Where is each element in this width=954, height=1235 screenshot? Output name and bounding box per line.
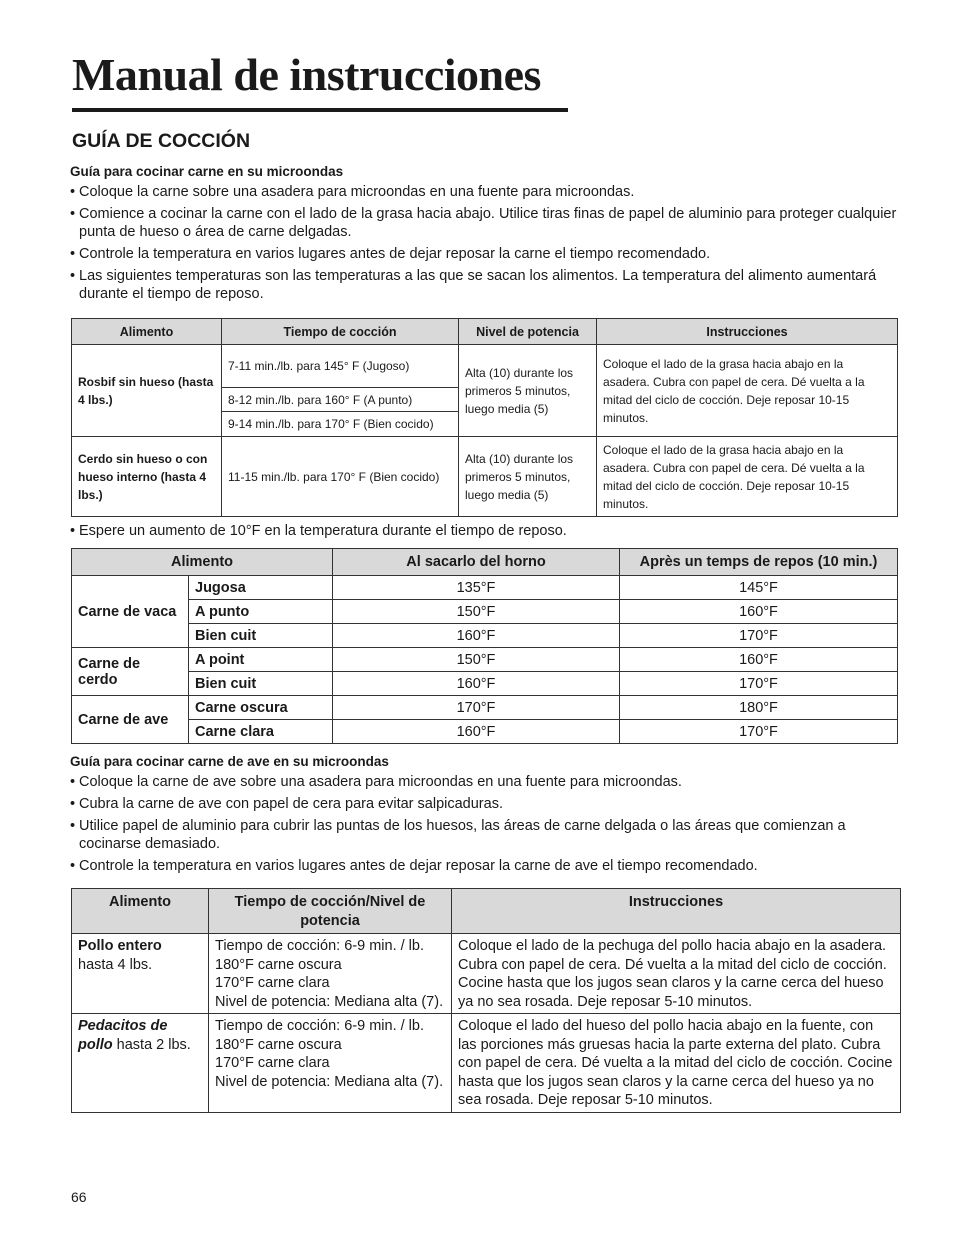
table-row: [72, 934, 901, 1014]
food-name: Pedacitos de pollo: [78, 1018, 168, 1053]
time-line: Nivel de potencia: Mediana alta (7).: [215, 993, 444, 1010]
list-item: • Controle la temperatura en varios lugares antes de dejar reposar la carne el tiempo recomendado.: [70, 245, 900, 263]
temp-after-cell: 170°F: [620, 720, 898, 744]
column-header: Alimento: [72, 319, 222, 345]
table-row: [72, 648, 898, 672]
table-header-row: [72, 889, 901, 934]
doneness-cell: A point: [189, 648, 333, 672]
list-item: • Controle la temperatura en varios lugares antes de dejar reposar la carne de ave el tiempo recomendado.: [70, 857, 900, 875]
power-cell: Alta (10) durante los primeros 5 minutos, luego media (5): [459, 345, 597, 437]
time-line: Tiempo de cocción: 6-9 min. / lb.: [215, 938, 424, 954]
time-cell: 9-14 min./lb. para 170° F (Bien cocido): [222, 412, 459, 437]
instructions-cell: Coloque el lado de la pechuga del pollo hacia abajo en la asadera. Cubra con papel de cera. Dé vuelta a la mitad del ciclo de cocción. Cocine hasta que los jugos sean claros y la carne cerca del hueso ya no sea rosada. Deje reposar 5-10 minutos.: [452, 934, 901, 1014]
table-row: [72, 696, 898, 720]
time-power-cell: [209, 934, 452, 1014]
time-line: 180°F carne oscura: [215, 956, 342, 973]
column-header: Tiempo de cocción: [222, 319, 459, 345]
temp-out-cell: 135°F: [333, 576, 620, 600]
temp-out-cell: 170°F: [333, 696, 620, 720]
table-row: [72, 345, 898, 388]
temp-out-cell: 150°F: [333, 600, 620, 624]
column-header: Al sacarlo del horno: [333, 549, 620, 576]
column-header: Instrucciones: [452, 889, 901, 934]
temp-out-cell: 160°F: [333, 720, 620, 744]
time-cell: 8-12 min./lb. para 160° F (A punto): [222, 388, 459, 412]
food-cell: Rosbif sin hueso (hasta 4 lbs.): [72, 345, 222, 437]
meat-bullets: [70, 183, 900, 303]
power-cell: Alta (10) durante los primeros 5 minutos, luego media (5): [459, 437, 597, 517]
column-header: Alimento: [72, 549, 333, 576]
table-row: [72, 672, 898, 696]
food-cell: [72, 1014, 209, 1113]
food-group-cell: Carne de ave: [72, 696, 189, 744]
temp-out-cell: 150°F: [333, 648, 620, 672]
time-line: 180°F carne oscura: [215, 1036, 342, 1053]
table-header-row: [72, 319, 898, 345]
column-header: Instrucciones: [597, 319, 898, 345]
meat-cooking-table: [71, 318, 898, 517]
time-power-cell: [209, 1014, 452, 1113]
food-cell: Cerdo sin hueso o con hueso interno (hasta 4 lbs.): [72, 437, 222, 517]
table-header-row: [72, 549, 898, 576]
list-item: • Utilice papel de aluminio para cubrir las puntas de los huesos, las áreas de carne delgada o las áreas que comienzan a cocinarse demasiado.: [70, 817, 900, 853]
doneness-cell: Carne clara: [189, 720, 333, 744]
temp-out-cell: 160°F: [333, 624, 620, 648]
poultry-guide: [70, 754, 900, 875]
instructions-cell: Coloque el lado de la grasa hacia abajo en la asadera. Cubra con papel de cera. Dé vuelta a la mitad del ciclo de cocción. Deje reposar 10-15 minutos.: [597, 437, 898, 517]
table-row: [72, 576, 898, 600]
column-header: Après un temps de repos (10 min.): [620, 549, 898, 576]
meat-note: [70, 518, 900, 540]
page-title: Manual de instrucciones: [72, 49, 541, 100]
doneness-cell: Bien cuit: [189, 624, 333, 648]
list-item: • Cubra la carne de ave con papel de cera para evitar salpicaduras.: [70, 795, 900, 813]
doneness-cell: Bien cuit: [189, 672, 333, 696]
food-cell: [72, 934, 209, 1014]
list-item: • Espere un aumento de 10°F en la temperatura durante el tiempo de reposo.: [70, 522, 900, 540]
poultry-cooking-table: [71, 888, 901, 1113]
meat-guide: [70, 164, 900, 303]
doneness-cell: Jugosa: [189, 576, 333, 600]
table-row: [72, 1014, 901, 1113]
table-row: [72, 437, 898, 517]
food-name: Pollo entero: [78, 938, 162, 954]
temp-after-cell: 145°F: [620, 576, 898, 600]
column-header: Nivel de potencia: [459, 319, 597, 345]
time-line: 170°F carne clara: [215, 975, 330, 991]
doneness-cell: A punto: [189, 600, 333, 624]
page-number: 66: [71, 1189, 87, 1205]
list-item: • Las siguientes temperaturas son las temperaturas a las que se sacan los alimentos. La temperatura del alimento aumentará durante el tiempo de reposo.: [70, 267, 900, 303]
food-note: hasta 2 lbs.: [116, 1036, 191, 1053]
poultry-bullets: [70, 773, 900, 875]
time-line: 170°F carne clara: [215, 1055, 330, 1071]
doneness-cell: Carne oscura: [189, 696, 333, 720]
table-row: [72, 624, 898, 648]
time-cell: 11-15 min./lb. para 170° F (Bien cocido): [222, 437, 459, 517]
instructions-cell: Coloque el lado de la grasa hacia abajo en la asadera. Cubra con papel de cera. Dé vuelta a la mitad del ciclo de cocción. Deje reposar 10-15 minutos.: [597, 345, 898, 437]
list-item: • Coloque la carne sobre una asadera para microondas en una fuente para microondas.: [70, 183, 900, 201]
temp-after-cell: 170°F: [620, 624, 898, 648]
temp-after-cell: 160°F: [620, 648, 898, 672]
list-item: • Comience a cocinar la carne con el lado de la grasa hacia abajo. Utilice tiras finas de papel de aluminio para proteger cualquier punta de hueso o área de carne delgadas.: [70, 205, 900, 241]
temp-after-cell: 160°F: [620, 600, 898, 624]
food-group-cell: Carne de cerdo: [72, 648, 189, 696]
time-line: Nivel de potencia: Mediana alta (7).: [215, 1073, 444, 1090]
column-header: Alimento: [72, 889, 209, 934]
section-heading: GUÍA DE COCCIÓN: [72, 130, 251, 152]
title-rule: [72, 108, 568, 112]
meat-subtitle: Guía para cocinar carne en su microondas: [70, 164, 344, 179]
list-item: • Coloque la carne de ave sobre una asadera para microondas en una fuente para microondas.: [70, 773, 900, 791]
food-note: hasta 4 lbs.: [78, 956, 153, 973]
table-row: [72, 600, 898, 624]
temperature-table: [71, 548, 898, 744]
instructions-cell: Coloque el lado del hueso del pollo hacia abajo en la fuente, con las porciones más gruesas hacia la parte externa del plato. Cubra con papel de cera. Dé vuelta a la mitad del ciclo de cocción. Cocine hasta que los jugos sean claros y la carne cerca del hueso ya no sea rosada. Deje reposar 5-10 minutos.: [452, 1014, 901, 1113]
column-header: Tiempo de cocción/Nivel de potencia: [209, 889, 452, 934]
poultry-subtitle: Guía para cocinar carne de ave en su microondas: [70, 754, 389, 769]
temp-after-cell: 180°F: [620, 696, 898, 720]
table-row: [72, 720, 898, 744]
temp-after-cell: 170°F: [620, 672, 898, 696]
time-line: Tiempo de cocción: 6-9 min. / lb.: [215, 1018, 424, 1034]
food-group-cell: Carne de vaca: [72, 576, 189, 648]
temp-out-cell: 160°F: [333, 672, 620, 696]
time-cell: 7-11 min./lb. para 145° F (Jugoso): [222, 345, 459, 388]
